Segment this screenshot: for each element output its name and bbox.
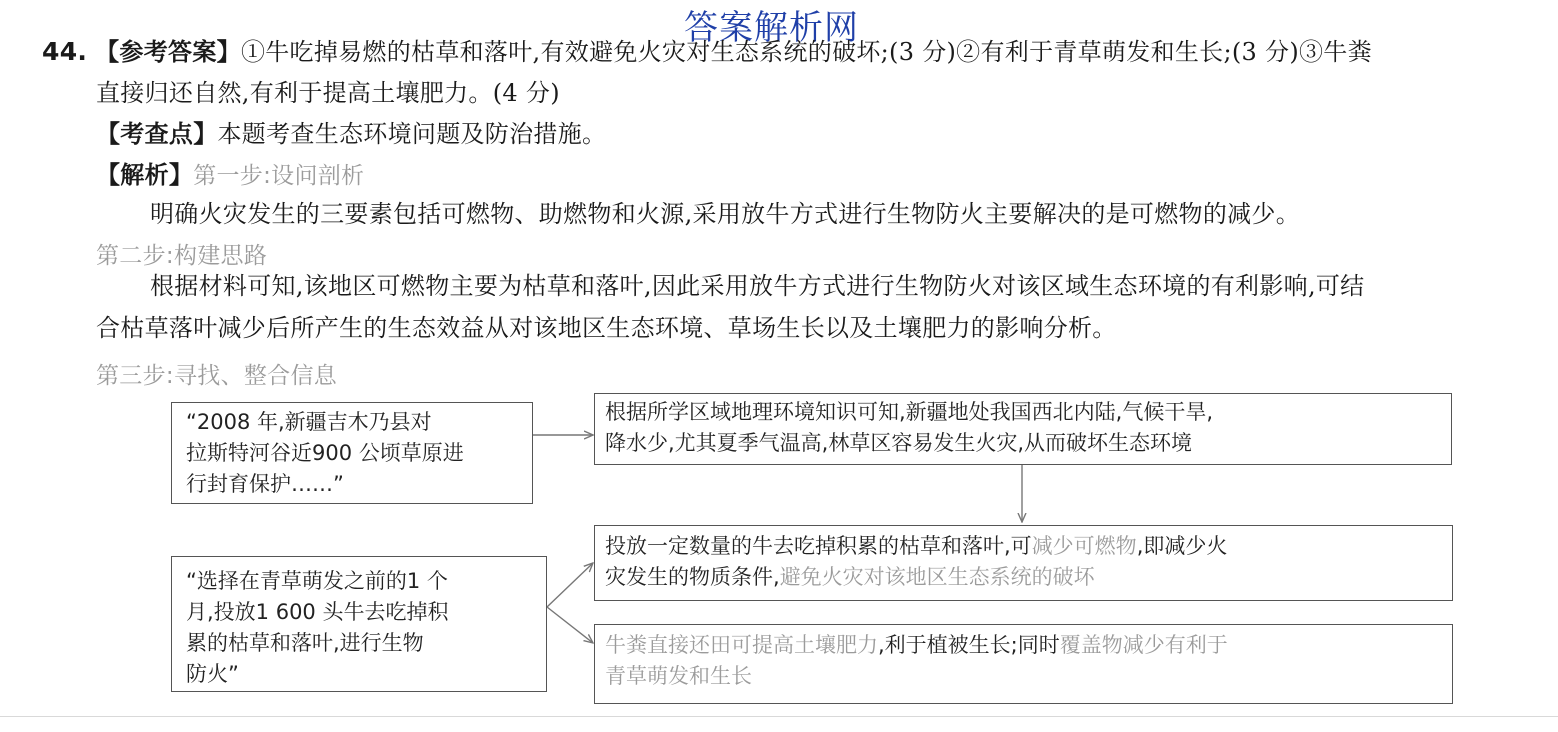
box-b-line: 根据所学区域地理环境知识可知,新疆地处我国西北内陆,气候干旱, [605,400,1214,424]
box-c-line: 防火” [186,662,239,686]
step2-text-1: 根据材料可知,该地区可燃物主要为枯草和落叶,因此采用放牛方式进行生物防火对该区域生态环境的有利影响,可结 [150,272,1365,300]
box-d-line-2 [605,562,1452,593]
box-e-highlight: 覆盖物减少有利于 [1059,633,1228,657]
kaochadian-text: 本题考查生态环境问题及防治措施。 [217,120,607,148]
answer-line-2: 直接归还自然,有利于提高土壤肥力。(4 分) [96,79,560,107]
box-e-highlight: 牛粪直接还田可提高土壤肥力 [605,633,878,657]
arrow-c-to-e [547,607,593,643]
step2-text-2: 合枯草落叶减少后所产生的生态效益从对该地区生态环境、草场生长以及土壤肥力的影响分析。 [96,314,1117,342]
arrow-c-to-d [547,563,593,607]
step1-heading: 第一步:设问剖析 [193,163,365,189]
jiexi-label: 【解析】 [96,161,194,189]
step3-heading: 第三步:寻找、整合信息 [96,363,338,389]
box-quote-2008 [171,402,533,504]
box-a-line: “2008 年,新疆吉木乃县对 [186,410,432,434]
box-reduce-fuel [594,525,1453,601]
box-e-line-1 [605,630,1452,661]
box-a-line: 行封育保护……” [186,472,344,496]
box-d-text: 灾发生的物质条件, [605,565,780,589]
box-a-line: 拉斯特河谷近900 公顷草原进 [186,441,464,465]
watermark-text: 答案解析网 [684,8,859,48]
box-e-highlight: 青草萌发和生长 [605,664,752,688]
box-d-highlight: 避免火灾对该地区生态系统的破坏 [779,565,1095,589]
answer-text-1: ①牛吃掉易燃的枯草和落叶,有效避免火灾对生态系统的破坏;(3 分)②有利于青草萌发和生长;(3 分)③牛粪 [240,38,1372,66]
box-d-text: ,即减少火 [1136,534,1228,558]
box-quote-cattle [171,556,547,692]
box-c-line: “选择在青草萌发之前的1 个 [186,569,448,593]
answer-label: 【参考答案】 [95,38,241,66]
box-b-line: 降水少,尤其夏季气温高,林草区容易发生火灾,从而破坏生态环境 [605,431,1193,455]
step1-text: 明确火灾发生的三要素包括可燃物、助燃物和火源,采用放牛方式进行生物防火主要解决的是可燃物的减少。 [150,200,1301,228]
box-e-text: ,利于植被生长;同时 [878,633,1060,657]
box-d-highlight: 减少可燃物 [1031,534,1137,558]
box-e-line-2 [605,661,1452,692]
box-d-text: 投放一定数量的牛去吃掉积累的枯草和落叶,可 [605,534,1032,558]
question-number: 44. [42,37,88,66]
kaochadian-label: 【考查点】 [96,120,218,148]
step2-heading: 第二步:构建思路 [96,243,268,269]
box-regional-knowledge [594,393,1452,465]
box-d-line-1 [605,531,1452,562]
box-c-line: 累的枯草和落叶,进行生物 [186,631,424,655]
page-bottom-divider [0,716,1558,717]
box-c-line: 月,投放1 600 头牛去吃掉积 [186,600,449,624]
box-manure-fertility [594,624,1453,704]
